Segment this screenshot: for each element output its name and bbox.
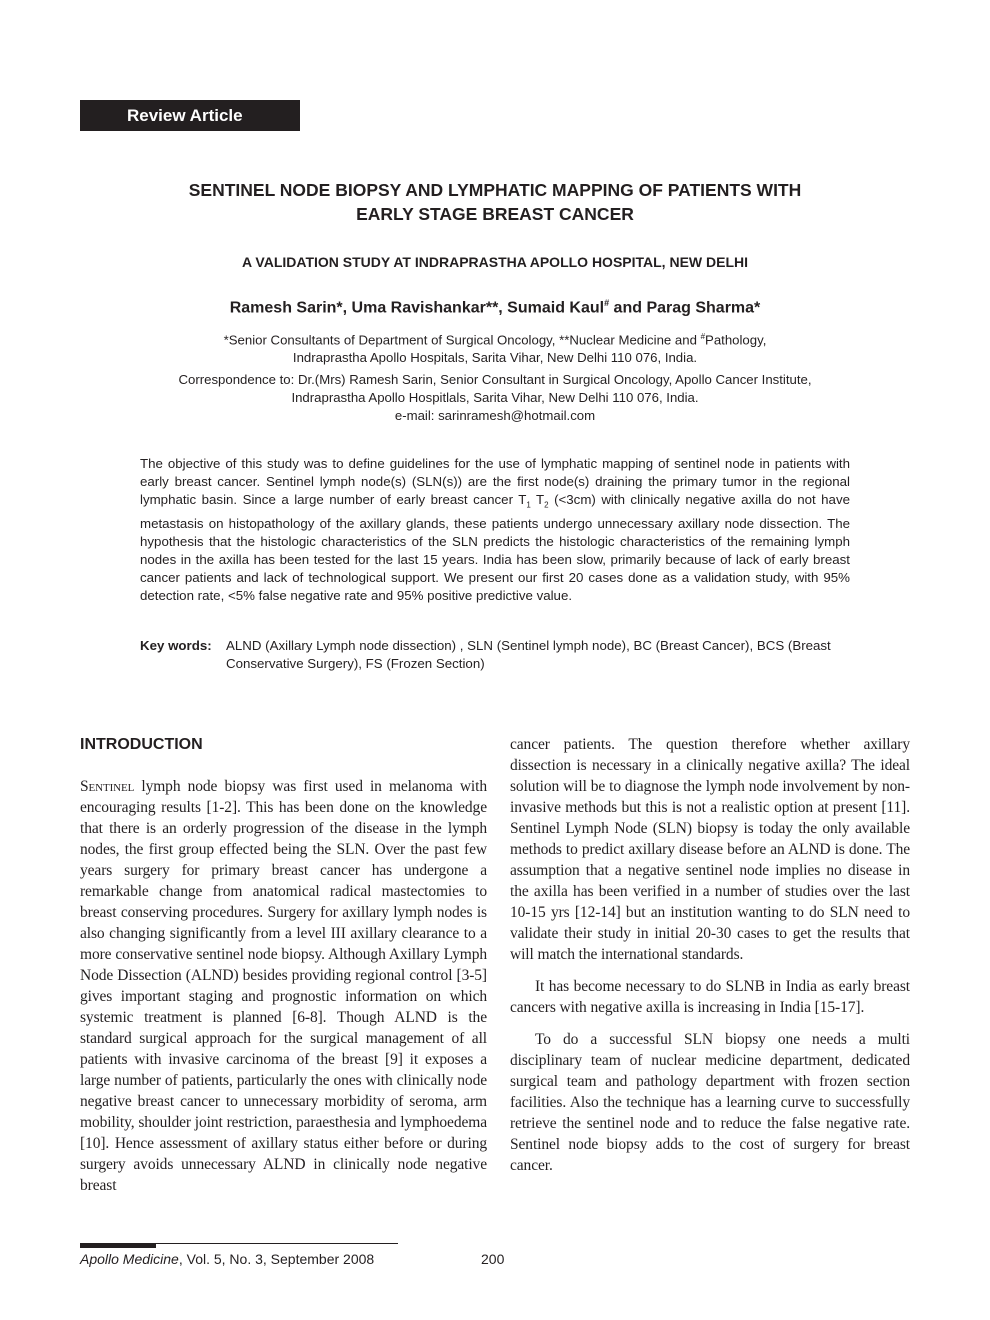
right-column (510, 734, 910, 1176)
author-list (100, 298, 890, 317)
abstract-sub-2: 2 (544, 500, 549, 510)
correspondence-line-2: Indraprastha Apollo Hospitlals, Sarita Vihar, New Delhi 110 076, India. (291, 390, 699, 405)
article-title (100, 178, 890, 226)
article-type-label: Review Article (80, 100, 300, 131)
abstract-part-1: The objective of this study was to define guidelines for the use of lymphatic mapping of sentinel node in patients with early breast cancer. Sentinel lymph node(s) (SLN(s)) are the first node(s) draining the primary tumor in the regional lymphatic basin. Since a large number of early breast cancer T (140, 456, 850, 507)
intro-lead-word: Sentinel (80, 778, 135, 795)
abstract (140, 455, 850, 605)
correspondence-line-1: Correspondence to: Dr.(Mrs) Ramesh Sarin, Senior Consultant in Surgical Oncology, Apollo Cancer Institute, (178, 372, 812, 387)
footer-details: , Vol. 5, No. 3, September 2008 (178, 1251, 375, 1267)
affiliation-line-1a: *Senior Consultants of Department of Surgical Oncology, **Nuclear Medicine and (223, 332, 701, 348)
article-subtitle: A VALIDATION STUDY AT INDRAPRASTHA APOLLO HOSPITAL, NEW DELHI (241, 254, 749, 270)
abstract-mid: T (530, 492, 545, 507)
abstract-sub-1: 1 (526, 500, 531, 510)
title-line-1: SENTINEL NODE BIOPSY AND LYMPHATIC MAPPING OF PATIENTS WITH (188, 180, 802, 200)
footer-journal: Apollo Medicine (80, 1251, 179, 1267)
intro-paragraph-1-continued: cancer patients. The question therefore whether axillary dissection is necessary in a clinically negative axilla? The ideal solution will be to diagnose the lymph node involvement by non-invasive methods but this is not a realistic option at present [11]. Sentinel Lymph Node (SLN) biopsy is today the only available methods to predict axillary disease before an ALND is done. The assumption that a negative sentinel node implies no disease in the axilla has been verified in a number of studies over the last 10-15 yrs [12-14] but an institution wanting to do SLN need to validate their study in initial 20-30 cases to get the results that will match the international standards. (510, 736, 910, 963)
abstract-part-2: (<3cm) with clinically negative axilla do not have metastasis on histopathology of the axillary glands, these patients undergo unnecessary axillary node dissection. The hypothesis that the histologic characteristics of the SLN predicts the histologic characteristics of the remaining lymph nodes in the axilla has been tested for the last 15 years. India has been slow, primarily because of lack of early breast cancer patients and lack of technological support. We present our first 20 cases done as a validation study, with 95% detection rate, <5% false negative rate and 95% positive predictive value. (140, 492, 850, 603)
keywords-text: ALND (Axillary Lymph node dissection) , SLN (Sentinel lymph node), BC (Breast Cancer), BCS (Breast Conservative Surgery), FS (Frozen Section) (226, 638, 831, 671)
affiliation-sup: # (700, 332, 706, 341)
affiliation-line-1 (100, 328, 890, 349)
affiliation (100, 328, 890, 367)
footer-citation (80, 1251, 374, 1267)
intro-paragraph-3: To do a successful SLN biopsy one needs a multi disciplinary team of nuclear medicine department, dedicated surgical team and pathology department with frozen section facilities. Also the technique has a learning curve to successfully retrieve the sentinel node and to reduce the false negative rate. Sentinel node biopsy adds to the cost of surgery for breast cancer. (510, 1031, 910, 1174)
correspondence (100, 371, 890, 425)
footer-bar (80, 1243, 156, 1248)
section-heading-introduction: INTRODUCTION (80, 736, 203, 753)
authors-part-1: Ramesh Sarin*, Uma Ravishankar**, Sumaid Kaul (229, 299, 605, 317)
correspondence-email: e-mail: sarinramesh@hotmail.com (394, 408, 596, 423)
title-line-2: EARLY STAGE BREAST CANCER (356, 204, 634, 224)
intro-paragraph-1 (80, 776, 487, 1196)
keywords (140, 637, 850, 673)
page-number: 200 (481, 1251, 505, 1267)
left-column (80, 734, 487, 1196)
keywords-label: Key words: (140, 638, 212, 653)
intro-paragraph-2: It has become necessary to do SLNB in India as early breast cancers with negative axilla is increasing in India [15-17]. (510, 978, 910, 1016)
intro-paragraph-1-text: lymph node biopsy was first used in melanoma with encouraging results [1-2]. This has been done on the knowledge that there is an orderly progression of the disease in the lymph nodes, the first group effected being the SLN. Over the past few years surgery for primary breast cancer has undergone a remarkable change from anatomical radical mastectomies to breast conserving procedures. Surgery for axillary lymph nodes is also changing significantly from a level III axillary clearance to a more conservative sentinel node biopsy. Although Axillary Lymph Node Dissection (ALND) besides providing regional control [3-5] gives important staging and prognostic information on which systemic treatment is planned [6-8]. Though ALND is the standard surgical approach for the surgical management of all patients with invasive carcinoma of the breast [9] it exposes a large number of patients, particularly the ones with clinically node negative breast cancer to unnecessary morbidity of seroma, arm mobility, shoulder joint restriction, paraesthesia and lymphoedema [10]. Hence assessment of axillary status either before or during surgery avoids unnecessary ALND in clinically node negative breast (80, 778, 487, 1194)
authors-sup: # (604, 298, 610, 308)
authors-part-2: and Parag Sharma* (609, 299, 761, 317)
affiliation-line-1b: Pathology, (705, 332, 767, 348)
affiliation-line-2: Indraprastha Apollo Hospitals, Sarita Vihar, New Delhi 110 076, India. (292, 350, 698, 366)
